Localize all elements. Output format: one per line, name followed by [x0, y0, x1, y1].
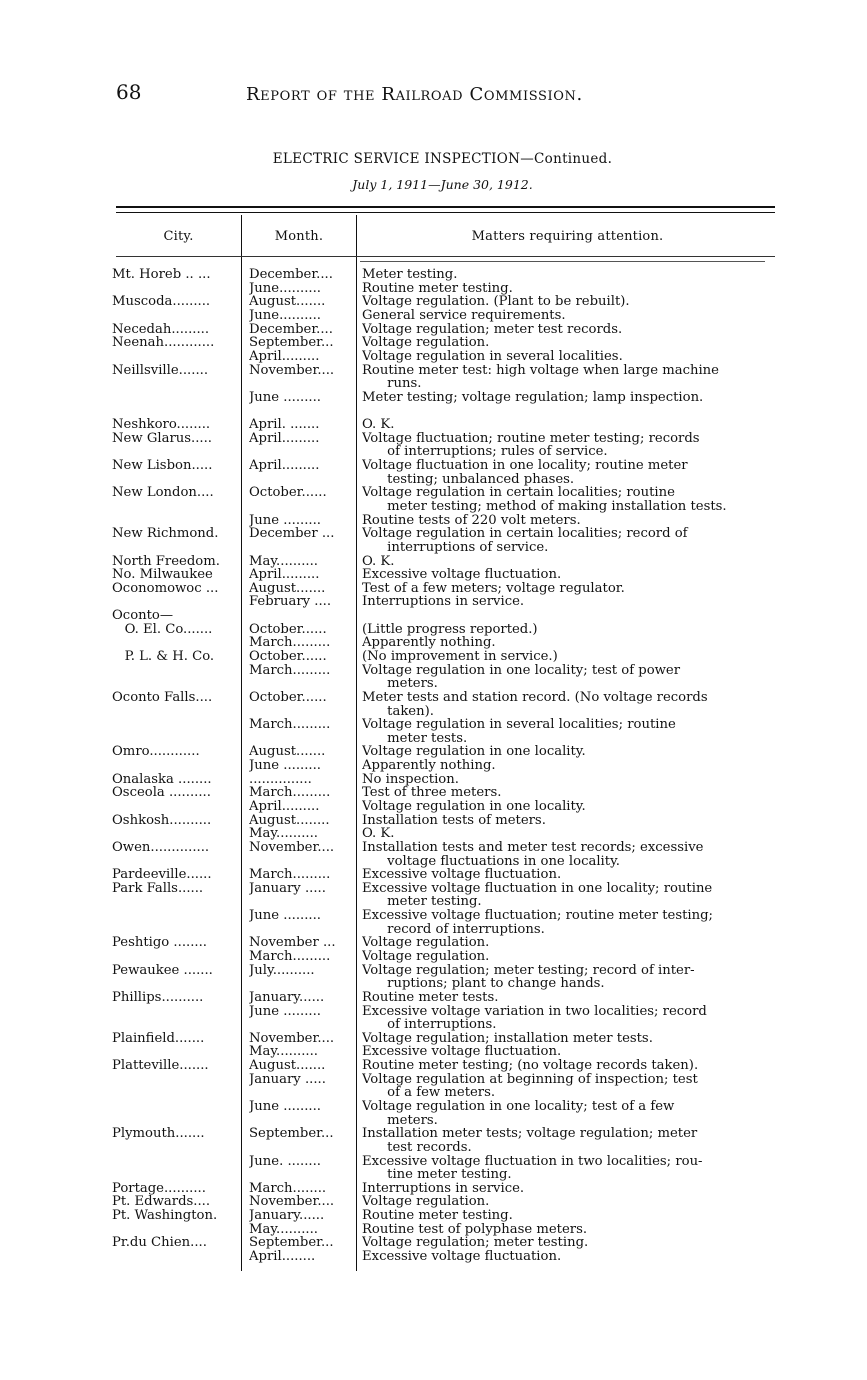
table-cell-month	[249, 732, 352, 746]
table-cell-month: December ...	[249, 527, 335, 541]
table-cell-matters: Installation meter tests; voltage regulation; meter	[362, 1127, 698, 1141]
table-cell-matters: runs.	[362, 377, 422, 391]
table-cell-city	[112, 1250, 238, 1264]
table-cell-matters: Voltage regulation; installation meter tests.	[362, 1032, 653, 1046]
table-cell-matters: voltage fluctuations in one locality.	[362, 855, 620, 869]
table-cell-city	[112, 855, 238, 869]
table-cell-month: June. ........	[249, 1155, 321, 1169]
table-cell-month: March.........	[249, 636, 331, 650]
table-cell-matters: meter testing; method of making installation tests.	[362, 500, 727, 514]
table-cell-month: January......	[249, 1209, 325, 1223]
table-cell-matters: Excessive voltage fluctuation.	[362, 1045, 562, 1059]
table-cell-matters: Excessive voltage fluctuation.	[362, 568, 562, 582]
table-cell-matters: Meter testing.	[362, 268, 458, 282]
table-cell-matters: meter tests.	[362, 732, 468, 746]
table-cell-matters: tine meter testing.	[362, 1168, 512, 1182]
table-cell-month: April.........	[249, 459, 320, 473]
table-cell-city	[112, 950, 238, 964]
table-cell-matters: Apparently nothing.	[362, 636, 496, 650]
table-cell-matters: Routine meter testing.	[362, 282, 513, 296]
table-cell-month	[249, 377, 352, 391]
table-cell-city	[112, 1223, 238, 1237]
table-cell-month: June..........	[249, 309, 321, 323]
table-cell-matters: meter testing.	[362, 895, 482, 909]
table-cell-month: January......	[249, 991, 325, 1005]
table-cell-city: Muscoda.........	[112, 295, 211, 309]
table-cell-matters: O. K.	[362, 555, 395, 569]
table-cell-month: December....	[249, 268, 333, 282]
table-cell-matters: Interruptions in service.	[362, 1182, 525, 1196]
table-cell-month: August.......	[249, 582, 326, 596]
table-cell-city: Portage..........	[112, 1182, 206, 1196]
table-cell-matters: O. K.	[362, 827, 395, 841]
table-cell-month	[249, 677, 352, 691]
table-cell-month	[249, 445, 352, 459]
table-cell-matters: Voltage regulation in certain localities; record of	[362, 527, 688, 541]
table-cell-city: New London....	[112, 486, 214, 500]
table-cell-matters: Excessive voltage fluctuation.	[362, 868, 562, 882]
table-cell-city: New Richmond.	[112, 527, 219, 541]
table-cell-city: Pt. Washington.	[112, 1209, 218, 1223]
table-cell-month	[249, 609, 352, 623]
table-cell-matters: Routine test of polyphase meters.	[362, 1223, 588, 1237]
table-cell-city	[112, 1005, 238, 1019]
table-cell-city	[112, 1114, 238, 1128]
table-cell-city: Oconto Falls....	[112, 691, 213, 705]
running-title: Report of the Railroad Commission.	[246, 84, 583, 105]
table-cell-month: July..........	[249, 964, 315, 978]
table-cell-city: Park Falls......	[112, 882, 204, 896]
table-cell-city	[112, 677, 238, 691]
table-cell-matters: Voltage regulation in one locality.	[362, 800, 586, 814]
table-cell-city	[112, 377, 238, 391]
table-cell-month: November....	[249, 841, 335, 855]
table-cell-month: May..........	[249, 555, 318, 569]
table-cell-city	[112, 1073, 238, 1087]
table-cell-month: June .........	[249, 1005, 321, 1019]
table-cell-matters: Routine meter testing.	[362, 1209, 513, 1223]
table-cell-matters: Voltage regulation in one locality; test of power	[362, 664, 681, 678]
table-cell-city: North Freedom.	[112, 555, 220, 569]
table-cell-month	[249, 1141, 352, 1155]
table-cell-matters: Test of three meters.	[362, 786, 502, 800]
table-cell-city: Mt. Horeb .. ...	[112, 268, 211, 282]
table-cell-city: New Lisbon.....	[112, 459, 213, 473]
table-cell-city	[112, 977, 238, 991]
table-cell-month: May..........	[249, 1223, 318, 1237]
table-cell-month: June .........	[249, 391, 321, 405]
table-cell-city: P. L. & H. Co.	[112, 650, 215, 664]
table-cell-month: October......	[249, 486, 327, 500]
table-cell-month	[249, 1086, 352, 1100]
table-cell-matters: test records.	[362, 1141, 472, 1155]
table-cell-month: ...............	[249, 773, 312, 787]
table-cell-matters: Installation tests of meters.	[362, 814, 546, 828]
table-cell-matters: (No improvement in service.)	[362, 650, 558, 664]
table-cell-city	[112, 1141, 238, 1155]
table-cell-city	[112, 541, 238, 555]
table-cell-matters: Voltage regulation; meter testing; record of inter-	[362, 964, 695, 978]
table-cell-city: Phillips..........	[112, 991, 204, 1005]
table-cell-month: October......	[249, 623, 327, 637]
table-cell-month: October......	[249, 691, 327, 705]
table-cell-matters: Excessive voltage fluctuation in one locality; routine	[362, 882, 713, 896]
table-cell-city	[112, 664, 238, 678]
table-cell-matters: Excessive voltage fluctuation; routine meter testing;	[362, 909, 713, 923]
table-cell-matters: Routine meter test: high voltage when large machine	[362, 364, 719, 378]
table-cell-matters: of a few meters.	[362, 1086, 496, 1100]
table-cell-matters: of interruptions.	[362, 1018, 497, 1032]
table-cell-matters: Voltage regulation. (Plant to be rebuilt).	[362, 295, 630, 309]
table-cell-month: September...	[249, 336, 334, 350]
table-cell-month: March.........	[249, 786, 331, 800]
table-cell-matters: Excessive voltage fluctuation.	[362, 1250, 562, 1264]
table-cell-matters: Excessive voltage fluctuation in two localities; rou-	[362, 1155, 703, 1169]
table-cell-month: January .....	[249, 1073, 326, 1087]
table-cell-matters: Voltage regulation at beginning of inspection; test	[362, 1073, 698, 1087]
table-cell-matters: Voltage regulation; meter testing.	[362, 1236, 589, 1250]
table-cell-city: Oconto—	[112, 609, 174, 623]
table-cell-city: Pewaukee .......	[112, 964, 213, 978]
table-cell-matters: Routine meter testing; (no voltage records taken).	[362, 1059, 699, 1073]
table-cell-matters: O. K.	[362, 418, 395, 432]
table-cell-city	[112, 909, 238, 923]
table-cell-matters: Apparently nothing.	[362, 759, 496, 773]
table-cell-matters: Voltage regulation in certain localities; routine	[362, 486, 675, 500]
table-cell-city	[112, 473, 238, 487]
table-cell-city: Platteville.......	[112, 1059, 209, 1073]
table-cell-city: Omro............	[112, 745, 200, 759]
table-cell-city: Onalaska ........	[112, 773, 212, 787]
table-cell-matters: of interruptions; rules of service.	[362, 445, 608, 459]
table-cell-city	[112, 391, 238, 405]
table-cell-month: November....	[249, 1032, 335, 1046]
table-cell-month: March........	[249, 1182, 327, 1196]
table-cell-matters: Voltage regulation in one locality.	[362, 745, 586, 759]
table-cell-matters: Test of a few meters; voltage regulator.	[362, 582, 625, 596]
table-cell-city	[112, 282, 238, 296]
table-cell-month	[249, 1168, 352, 1182]
table-cell-city	[112, 827, 238, 841]
table-cell-city	[112, 923, 238, 937]
table-cell-matters: No inspection.	[362, 773, 459, 787]
page-number: 68	[116, 80, 142, 104]
table-cell-city	[112, 445, 238, 459]
table-cell-month: September...	[249, 1236, 334, 1250]
table-cell-city	[112, 705, 238, 719]
table-cell-city: Peshtigo ........	[112, 936, 207, 950]
table-cell-month: September...	[249, 1127, 334, 1141]
table-cell-matters: Voltage regulation.	[362, 950, 490, 964]
table-cell-month: June .........	[249, 909, 321, 923]
table-cell-month: November....	[249, 1195, 335, 1209]
table-cell-city: Plainfield.......	[112, 1032, 205, 1046]
table-cell-city: O. El. Co.......	[112, 623, 213, 637]
table-cell-city	[112, 514, 238, 528]
table-cell-matters: interruptions of service.	[362, 541, 549, 555]
table-cell-month: November....	[249, 364, 335, 378]
table-cell-city	[112, 718, 238, 732]
table-cell-month: August.......	[249, 295, 326, 309]
table-cell-city	[112, 1100, 238, 1114]
table-cell-month	[249, 1018, 352, 1032]
table-cell-month	[249, 705, 352, 719]
table-cell-city: New Glarus.....	[112, 432, 212, 446]
column-header-city: City.	[163, 229, 194, 244]
table-cell-city: Plymouth.......	[112, 1127, 205, 1141]
table-cell-matters: Voltage regulation in several localities.	[362, 350, 623, 364]
table-cell-city: Necedah.........	[112, 323, 210, 337]
table-cell-month: May..........	[249, 1045, 318, 1059]
table-cell-city	[112, 636, 238, 650]
table-cell-matters: Voltage regulation.	[362, 936, 490, 950]
table-cell-month: June .........	[249, 759, 321, 773]
table-cell-city: Pt. Edwards....	[112, 1195, 211, 1209]
table-cell-month	[249, 541, 352, 555]
table-cell-city	[112, 350, 238, 364]
section-title: ELECTRIC SERVICE INSPECTION—Continued.	[272, 151, 613, 167]
table-cell-city	[112, 1168, 238, 1182]
table-cell-city	[112, 895, 238, 909]
table-cell-month	[249, 855, 352, 869]
table-cell-matters: Voltage regulation; meter test records.	[362, 323, 623, 337]
table-cell-month: March.........	[249, 664, 331, 678]
table-cell-city	[112, 1018, 238, 1032]
column-header-matters: Matters requiring attention.	[471, 229, 664, 244]
table-cell-month: March.........	[249, 718, 331, 732]
table-cell-matters: Voltage regulation.	[362, 1195, 490, 1209]
table-cell-city: Neenah............	[112, 336, 215, 350]
table-cell-matters: Voltage regulation in several localities; routine	[362, 718, 676, 732]
table-cell-matters: testing; unbalanced phases.	[362, 473, 575, 487]
table-cell-city: Oshkosh..........	[112, 814, 212, 828]
table-cell-month: March.........	[249, 868, 331, 882]
table-cell-month: April.........	[249, 432, 320, 446]
table-cell-matters: record of interruptions.	[362, 923, 545, 937]
table-cell-matters: meters.	[362, 1114, 438, 1128]
table-cell-month: March.........	[249, 950, 331, 964]
table-cell-month: August........	[249, 814, 330, 828]
table-cell-matters: Meter testing; voltage regulation; lamp inspection.	[362, 391, 704, 405]
table-cell-matters: Installation tests and meter test records; excessive	[362, 841, 704, 855]
table-cell-month	[249, 1114, 352, 1128]
section-subtitle: July 1, 1911—June 30, 1912.	[352, 177, 533, 192]
table-cell-matters: meters.	[362, 677, 438, 691]
table-cell-city	[112, 1045, 238, 1059]
table-cell-month: April. .......	[249, 418, 320, 432]
table-cell-matters: Routine tests of 220 volt meters.	[362, 514, 581, 528]
table-cell-city	[112, 759, 238, 773]
table-cell-matters: (Little progress reported.)	[362, 623, 538, 637]
table-cell-month	[249, 473, 352, 487]
table-cell-city	[112, 500, 238, 514]
table-cell-city	[112, 309, 238, 323]
table-cell-city	[112, 1155, 238, 1169]
table-cell-city: Neillsville.......	[112, 364, 209, 378]
table-cell-month	[249, 923, 352, 937]
table-cell-matters: ruptions; plant to change hands.	[362, 977, 605, 991]
table-cell-city: Neshkoro........	[112, 418, 211, 432]
table-cell-month: June..........	[249, 282, 321, 296]
table-cell-city: Owen..............	[112, 841, 210, 855]
table-cell-month: October......	[249, 650, 327, 664]
table-cell-matters: Interruptions in service.	[362, 595, 525, 609]
table-cell-city: Pr.du Chien....	[112, 1236, 207, 1250]
table-cell-month	[249, 500, 352, 514]
table-cell-city: Osceola ..........	[112, 786, 211, 800]
table-cell-city	[112, 595, 238, 609]
table-cell-month	[249, 895, 352, 909]
table-cell-matters: Meter tests and station record. (No voltage records	[362, 691, 708, 705]
table-cell-matters: Voltage fluctuation in one locality; routine meter	[362, 459, 688, 473]
table-cell-matters: Voltage regulation.	[362, 336, 490, 350]
table-cell-matters: Voltage fluctuation; routine meter testing; records	[362, 432, 700, 446]
table-cell-month	[249, 977, 352, 991]
column-header-month: Month.	[274, 229, 324, 244]
table-cell-matters: General service requirements.	[362, 309, 566, 323]
table-cell-month: April.........	[249, 568, 320, 582]
table-cell-month: April.........	[249, 800, 320, 814]
table-cell-city: Pardeeville......	[112, 868, 212, 882]
table-cell-month: November ...	[249, 936, 336, 950]
table-cell-month: August.......	[249, 1059, 326, 1073]
table-cell-month: June .........	[249, 1100, 321, 1114]
table-cell-city: Oconomowoc ...	[112, 582, 219, 596]
table-cell-matters: Routine meter tests.	[362, 991, 499, 1005]
table-cell-month: August.......	[249, 745, 326, 759]
table-cell-city	[112, 1086, 238, 1100]
table-cell-matters: Voltage regulation in one locality; test of a few	[362, 1100, 675, 1114]
table-cell-month: February ....	[249, 595, 332, 609]
table-cell-matters: taken).	[362, 705, 434, 719]
table-cell-month: April........	[249, 1250, 316, 1264]
table-cell-month: April.........	[249, 350, 320, 364]
table-cell-matters	[362, 609, 774, 623]
table-cell-city	[112, 800, 238, 814]
table-cell-month: June .........	[249, 514, 321, 528]
table-cell-city	[112, 732, 238, 746]
table-cell-month: December....	[249, 323, 333, 337]
table-cell-month: May..........	[249, 827, 318, 841]
table-cell-month: January .....	[249, 882, 326, 896]
table-cell-matters: Excessive voltage variation in two localities; record	[362, 1005, 707, 1019]
table-cell-city: No. Milwaukee	[112, 568, 213, 582]
